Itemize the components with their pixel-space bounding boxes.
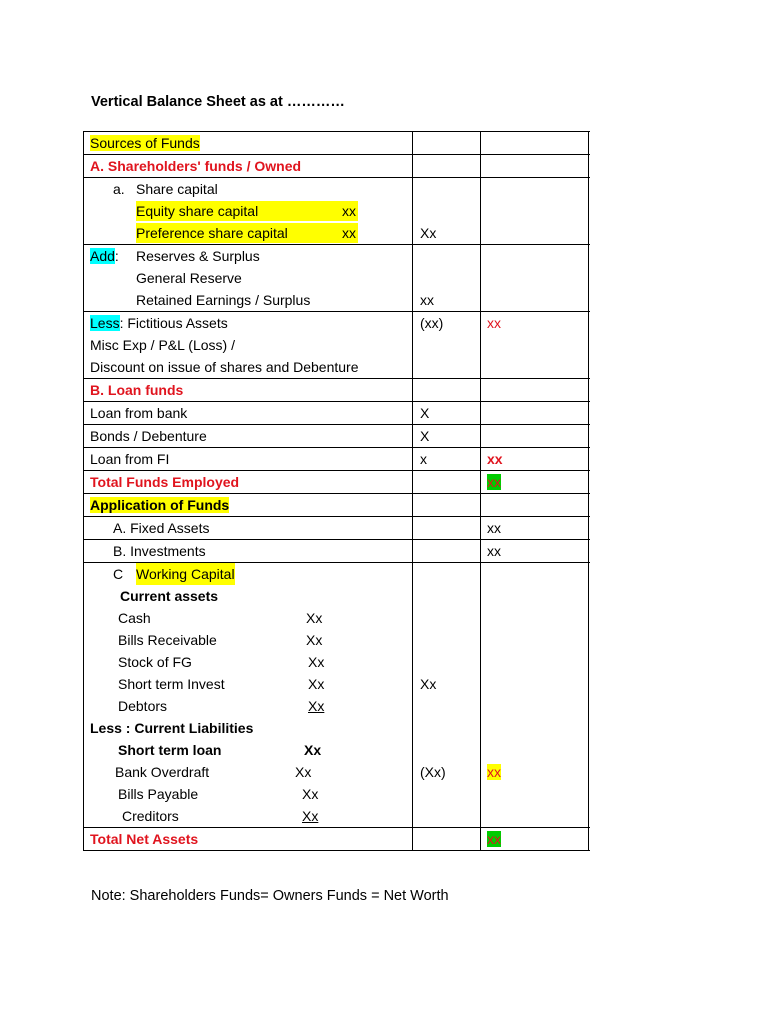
current-liabilities-total: (Xx): [420, 764, 446, 780]
table-row: [84, 517, 590, 540]
net-assets-label: Total Net Assets: [90, 831, 199, 847]
cash-label: Cash: [118, 610, 151, 626]
table-row: [84, 178, 590, 245]
bills-receivable-value: Xx: [306, 632, 323, 648]
stock-label: Stock of FG: [118, 654, 192, 670]
equity-value: xx: [342, 203, 356, 219]
loan-fi-label: Loan from FI: [90, 451, 170, 467]
net-assets-value: xx: [487, 831, 501, 847]
reserves-total: xx: [420, 292, 434, 308]
overdraft-label: Bank Overdraft: [115, 764, 210, 780]
working-capital-heading: Working Capital: [136, 563, 235, 585]
general-reserve-label: General Reserve: [136, 270, 242, 286]
table-row: [84, 471, 590, 494]
loan-funds-total: xx: [487, 451, 503, 467]
footnote: Note: Shareholders Funds= Owners Funds = Net Worth: [91, 888, 449, 904]
total-funds-label: Total Funds Employed: [90, 474, 240, 490]
table-row: [84, 448, 590, 471]
misc-exp-label: Misc Exp / P&L (Loss) /: [90, 337, 235, 353]
fictitious-value: (xx): [420, 315, 444, 331]
table-row: [84, 402, 590, 425]
preference-value: xx: [342, 225, 356, 241]
table-row: [84, 425, 590, 448]
share-capital-total: Xx: [420, 225, 437, 241]
retained-earnings-label: Retained Earnings / Surplus: [136, 292, 311, 308]
debtors-value: Xx: [308, 698, 325, 714]
share-capital-marker: a.: [113, 181, 125, 197]
loan-funds-heading: B. Loan funds: [90, 382, 184, 398]
wc-marker: C: [113, 566, 124, 582]
current-assets-total: Xx: [420, 676, 437, 692]
short-invest-label: Short term Invest: [118, 676, 225, 692]
bills-payable-value: Xx: [302, 786, 319, 802]
table-row: [84, 828, 590, 851]
bonds-label: Bonds / Debenture: [90, 428, 207, 444]
bonds-value: X: [420, 428, 430, 444]
working-capital-total: xx: [487, 764, 501, 780]
investments-label: B. Investments: [113, 543, 206, 559]
table-row: [84, 132, 590, 155]
fixed-assets-value: xx: [487, 520, 501, 536]
page-title: Vertical Balance Sheet as at …………: [91, 94, 345, 110]
cash-value: Xx: [306, 610, 323, 626]
preference-label: Preference share capital: [136, 225, 288, 241]
stock-value: Xx: [308, 654, 325, 670]
less-label: Less: [90, 315, 120, 331]
short-invest-value: Xx: [308, 676, 325, 692]
reserves-label: Reserves & Surplus: [136, 248, 260, 264]
table-row: [84, 312, 590, 379]
bills-receivable-label: Bills Receivable: [118, 632, 217, 648]
table-row: [84, 494, 590, 517]
table-row: [84, 540, 590, 563]
shareholders-heading: A. Shareholders' funds / Owned: [90, 158, 302, 174]
table-row: Add: Reserves & Surplus General Reserve Retained Earnings / Surplus xx: [84, 245, 590, 312]
sources-heading: Sources of Funds: [90, 135, 200, 151]
fictitious-label: : Fictitious Assets: [119, 315, 228, 331]
table-row: [84, 563, 590, 828]
balance-sheet-table: [83, 131, 590, 851]
loan-bank-label: Loan from bank: [90, 405, 188, 421]
current-assets-heading: Current assets: [120, 588, 219, 604]
table-row: [84, 155, 590, 178]
overdraft-value: Xx: [295, 764, 312, 780]
table-row: [84, 379, 590, 402]
fixed-assets-label: A. Fixed Assets: [113, 520, 210, 536]
bills-payable-label: Bills Payable: [118, 786, 199, 802]
short-term-loan-label: Short term loan: [118, 742, 222, 758]
equity-label: Equity share capital: [136, 203, 259, 219]
creditors-value: Xx: [302, 808, 319, 824]
owned-funds-total: xx: [487, 315, 501, 331]
investments-value: xx: [487, 543, 501, 559]
debtors-label: Debtors: [118, 698, 168, 714]
total-funds-value: xx: [487, 474, 501, 490]
application-heading: Application of Funds: [90, 497, 230, 513]
share-capital-label: Share capital: [136, 181, 218, 197]
discount-label: Discount on issue of shares and Debenture: [90, 359, 359, 375]
creditors-label: Creditors: [122, 808, 179, 824]
loan-bank-value: X: [420, 405, 430, 421]
less-current-liabilities-heading: Less : Current Liabilities: [90, 720, 254, 736]
short-term-loan-value: Xx: [304, 742, 322, 758]
add-label: Add: [90, 248, 115, 264]
loan-fi-value: x: [420, 451, 427, 467]
